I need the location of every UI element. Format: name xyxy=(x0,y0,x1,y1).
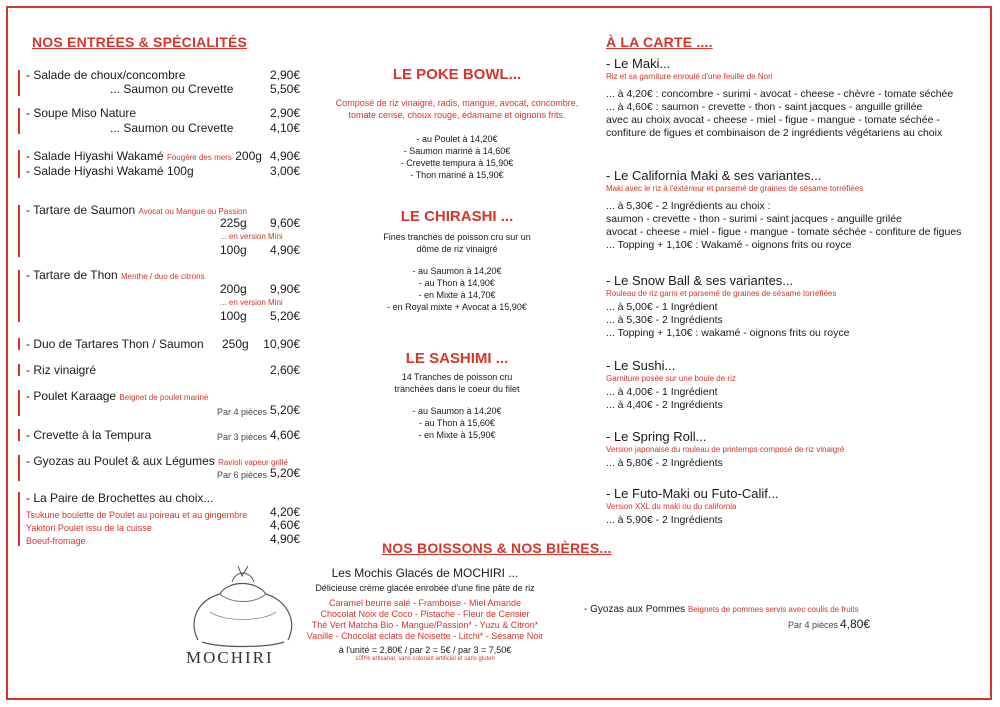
section-sub: Version XXL du maki ou du california xyxy=(606,502,737,511)
gyoza-pommes xyxy=(584,604,859,615)
item-name: - Salade de choux/concombre xyxy=(26,68,186,82)
section-line: confiture de figues et combinaison de 2 ingrédients végétariens au choix xyxy=(606,127,943,139)
mochi-note: 100% artisanal, sans colorant artificiel et sans gluten xyxy=(355,656,495,662)
divider xyxy=(18,364,20,376)
item-price: 5,20€ xyxy=(269,309,300,323)
chirashi-price: - au Saumon à 14,20€ xyxy=(412,266,502,276)
right-title: À LA CARTE .... xyxy=(606,34,713,50)
divider xyxy=(18,150,20,178)
chirashi-price: - en Royal mixte + Avocat à 15,90€ xyxy=(387,302,527,312)
section-line: ... Topping + 1,10€ : Wakamé - oignons frits ou royce xyxy=(606,239,852,251)
mochi-flavor: Chocolat Noix de Coco - Pistache - Fleur de Cerisier xyxy=(320,609,530,619)
poke-title: LE POKE BOWL... xyxy=(392,66,522,83)
item-sub: ... Saumon ou Crevette xyxy=(110,121,234,135)
brochette-label: Tsukune boulette de Poulet au poireau et au gingembre xyxy=(26,510,248,520)
divider xyxy=(18,492,20,546)
section-line: ... à 4,60€ : saumon - crevette - thon - saint jacques - anguille grillée xyxy=(606,101,923,113)
sashimi-price: - en Mixte à 15,90€ xyxy=(418,430,496,440)
sashimi-price: - au Saumon à 14,20€ xyxy=(412,406,502,416)
section-line: ... à 5,90€ - 2 Ingrédients xyxy=(606,514,723,526)
section-sub: Rouleau de riz garni et parsemé de graines de sésame torréfiées xyxy=(606,289,837,298)
carte-sushi xyxy=(606,358,976,412)
section-head: - Le Spring Roll... xyxy=(606,429,707,444)
item-name: - Poulet Karaage Beignet de poulet mariné xyxy=(26,389,209,403)
item-pieces: Par 3 pièces xyxy=(217,432,268,442)
mochi-price: à l'unité = 2,80€ / par 2 = 5€ / par 3 = 7,50€ xyxy=(338,645,512,655)
item-price: 2,60€ xyxy=(269,363,300,377)
mochi-flavor: Caramel beurre salé - Framboise - Miel Amande xyxy=(328,598,522,608)
left-title: NOS ENTRÉES & SPÉCIALITÉS xyxy=(32,34,248,50)
item-price: 4,90€ xyxy=(269,532,300,546)
section-sub: Garniture posée sur une boule de riz xyxy=(606,374,736,383)
section-line: saumon - crevette - thon - surimi - saint jacques - anguille grilée xyxy=(606,213,902,225)
poke-price: - Crevette tempura à 15,90€ xyxy=(400,158,514,168)
chirashi-title: LE CHIRASHI ... xyxy=(400,208,514,225)
section-line: ... Topping + 1,10€ : wakamé - oignons frits ou royce xyxy=(606,327,850,339)
item-name: - Tartare de Saumon Avocat ou Mangue ou Passion xyxy=(26,203,247,217)
mini-version: ... en version Mini xyxy=(220,232,283,241)
divider xyxy=(18,205,20,257)
section-line: ... à 5,30€ - 2 Ingrédients xyxy=(606,314,723,326)
poke-price: - Saumon mariné à 14,60€ xyxy=(403,146,511,156)
item-qty: 200g xyxy=(220,282,247,296)
item-qty: 250g xyxy=(222,337,249,351)
mochi-section xyxy=(300,566,550,662)
mini-version: ... en version Mini xyxy=(220,298,283,307)
mochi-flavor: Vanille - Chocolat éclats de Noisette - Litchi* - Sésame Noir xyxy=(306,631,544,641)
item-price: 3,00€ xyxy=(269,164,300,178)
item-price: 5,50€ xyxy=(269,82,300,96)
divider xyxy=(18,338,20,350)
section-sub: Riz et sa garniture enroulé d'une feuille de Nori xyxy=(606,72,773,81)
item-pieces: Par 4 pièces xyxy=(217,407,268,417)
item-price: 5,20€ xyxy=(269,403,300,417)
sashimi-section xyxy=(312,350,602,441)
item-price: 4,60€ xyxy=(269,518,300,532)
divider xyxy=(18,70,20,96)
item-name: - Duo de Tartares Thon / Saumon xyxy=(26,337,204,351)
sashimi-price: - au Thon à 15,60€ xyxy=(419,418,495,428)
item-price: 4,90€ xyxy=(269,243,300,257)
section-line: avec au choix avocat - cheese - miel - figue - mangue - tomate séchée - xyxy=(606,114,940,126)
item-price: 4,90€ xyxy=(269,149,300,163)
section-sub: Maki avec le riz à l'extérieur et parsemé de graines de sésame torréfiées xyxy=(606,184,864,193)
carte-california xyxy=(606,168,976,252)
poke-section xyxy=(312,66,602,181)
item-pieces: Par 6 pièces xyxy=(217,470,268,480)
chirashi-price: - au Thon à 14,90€ xyxy=(419,278,495,288)
item-qty: 100g xyxy=(220,309,247,323)
item-sub: ... Saumon ou Crevette xyxy=(110,82,234,96)
item-price: 2,90€ xyxy=(269,106,300,120)
item-name: - Riz vinaigré xyxy=(26,363,97,377)
divider xyxy=(18,270,20,322)
sashimi-desc: 14 Tranches de poisson cru tranchées dans le coeur du filet xyxy=(394,372,520,394)
section-line: ... à 5,00€ - 1 Ingrédient xyxy=(606,301,718,313)
item-price: 2,90€ xyxy=(269,68,300,82)
section-head: - Le Sushi... xyxy=(606,358,676,373)
item-price: 9,90€ xyxy=(269,282,300,296)
drinks-title: NOS BOISSONS & NOS BIÈRES... xyxy=(382,540,612,556)
poke-desc: Composé de riz vinaigré, radis, mangue, avocat, concombre, tomate cerise, choux rouge, édamame et oignons frits. xyxy=(335,98,579,120)
gyoza-price: 4,80€ xyxy=(840,617,871,631)
item-name: - Crevette à la Tempura xyxy=(26,428,152,442)
section-head: - Le Maki... xyxy=(606,56,671,71)
brochette-label: Yakitori Poulet issu de la cuisse xyxy=(26,523,152,533)
carte-futomaki xyxy=(606,486,976,527)
item-qty: 225g xyxy=(220,216,247,230)
section-line: ... à 4,00€ - 1 Ingrédient xyxy=(606,386,718,398)
section-line: ... à 5,80€ - 2 Ingrédients xyxy=(606,457,723,469)
brochette-label: Boeuf-fromage xyxy=(26,536,86,546)
poke-price: - au Poulet à 14,20€ xyxy=(416,134,498,144)
item-qty: 100g xyxy=(220,243,247,257)
divider xyxy=(18,108,20,134)
section-sub: Version japonaise du rouleau de printemps composé de riz vinaigré xyxy=(606,445,845,454)
section-line: ... à 4,20€ : concombre - surimi - avocat - cheese - chèvre - tomate séchée xyxy=(606,88,954,100)
chirashi-price: - en Mixte à 14,70€ xyxy=(418,290,496,300)
item-name: - La Paire de Brochettes au choix... xyxy=(26,491,214,505)
item-price: 9,60€ xyxy=(269,216,300,230)
gyoza-pieces: Par 4 pièces xyxy=(788,620,839,630)
sashimi-title: LE SASHIMI ... xyxy=(405,350,509,367)
section-line: ... à 4,40€ - 2 Ingrédients xyxy=(606,399,723,411)
item-price: 5,20€ xyxy=(269,466,300,480)
section-line: avocat - cheese - miel - figue - mangue - tomate séchée - confiture de figues xyxy=(606,226,962,238)
item-name: - Salade Hiyashi Wakamé Fougère des mers 200g xyxy=(26,149,262,163)
item-name: - Tartare de Thon Menthe / duo de citrons xyxy=(26,268,205,282)
section-head: - Le Snow Ball & ses variantes... xyxy=(606,273,794,288)
item-price: 4,10€ xyxy=(269,121,300,135)
mochi-flavor: Thé Vert Matcha Bio - Mangue/Passion* - Yuzu & Citron* xyxy=(311,620,539,630)
item-name: - Soupe Miso Nature xyxy=(26,106,137,120)
mochi-desc: Délicieuse crème glacée enrobée d'une fine pâte de riz xyxy=(315,583,535,593)
carte-springroll xyxy=(606,429,976,470)
carte-snowball xyxy=(606,273,976,340)
section-head: - Le Futo-Maki ou Futo-Calif... xyxy=(606,486,779,501)
section-head: - Le California Maki & ses variantes... xyxy=(606,168,822,183)
poke-price: - Thon mariné à 15,90€ xyxy=(410,170,504,180)
item-price: 4,20€ xyxy=(269,505,300,519)
mochi-logo-text: MOCHIRI xyxy=(186,648,274,667)
chirashi-desc: Fines tranches de poisson cru sur un dôme de riz vinaigré xyxy=(383,232,531,254)
gyoza-note: Beignets de pommes servis avec coulis de fruits xyxy=(687,605,859,614)
gyoza-name: - Gyozas aux Pommes xyxy=(584,604,686,615)
section-line: ... à 5,30€ - 2 Ingrédients au choix : xyxy=(606,200,771,212)
mochi-title: Les Mochis Glacés de MOCHIRI ... xyxy=(331,566,519,580)
item-price: 4,60€ xyxy=(269,428,300,442)
chirashi-section xyxy=(312,208,602,313)
divider xyxy=(18,390,20,416)
item-price: 10,90€ xyxy=(263,337,300,351)
divider xyxy=(18,429,20,441)
divider xyxy=(18,455,20,481)
item-name: - Salade Hiyashi Wakamé 100g xyxy=(26,164,194,178)
carte-maki xyxy=(606,56,976,140)
item-name: - Gyozas au Poulet & aux Légumes Ravioli vapeur grillé xyxy=(26,454,288,468)
